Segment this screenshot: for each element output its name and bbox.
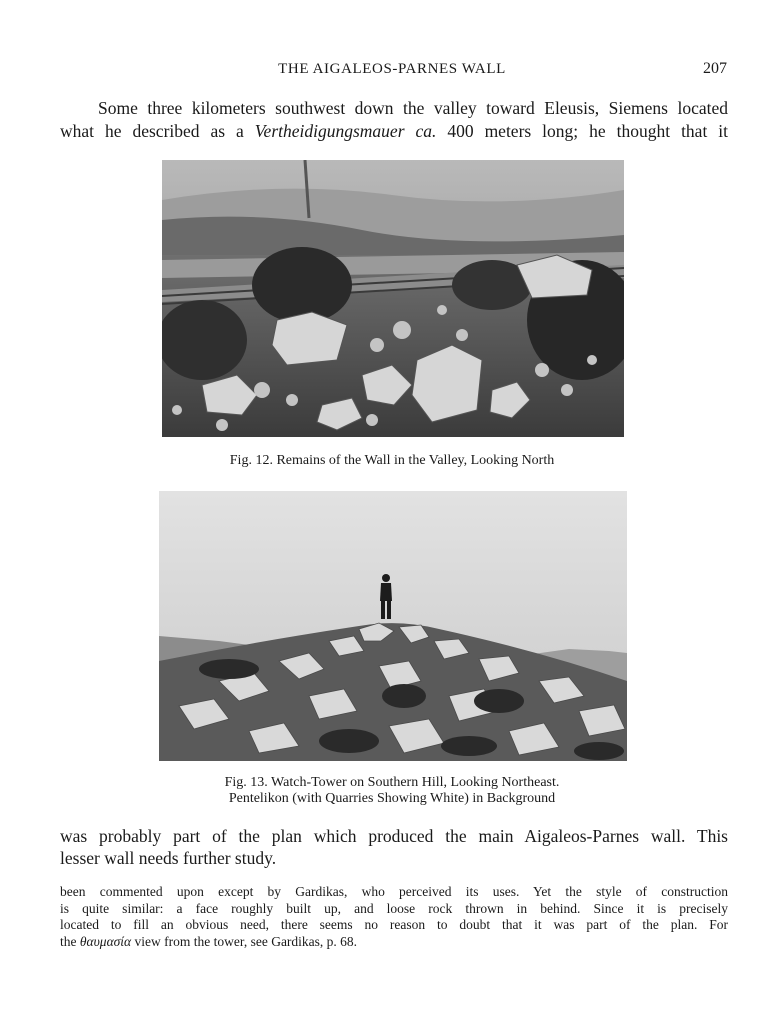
intro-line-2-post: 400 meters long; he thought that it: [436, 121, 729, 141]
footnote-line-1: been commented upon except by Gardikas, who perceived its uses. Yet the style of construction: [60, 884, 728, 899]
footnote-line-4: [60, 934, 728, 951]
figure-12-caption-line: Fig. 12. Remains of the Wall in the Valley, Looking North: [229, 453, 555, 468]
intro-line-2-italic: Vertheidigungsmauer ca.: [254, 121, 437, 141]
running-title: THE AIGALEOS-PARNES WALL: [278, 61, 506, 77]
valley-wall-image: [162, 160, 624, 437]
figure-12-caption: [0, 453, 784, 469]
footnote-line-2: is quite similar: a face roughly built up, and loose rock thrown in behind. Since it is precisely: [60, 900, 728, 916]
figure-13-caption-line-2: Pentelikon (with Quarries Showing White) in Background: [228, 791, 556, 806]
closing-paragraph: [60, 825, 728, 869]
figure-12-photo: [162, 160, 624, 437]
footnote-line-3: located to fill an obvious need, there seems no reason to doubt that it was part of the plan. For: [60, 917, 728, 932]
page-number: 207: [703, 60, 727, 77]
watch-tower-image: [159, 491, 627, 761]
footnote-line-4-pre: the: [60, 933, 80, 949]
closing-line-2: lesser wall needs further study.: [60, 848, 277, 868]
intro-paragraph: [60, 97, 728, 143]
figure-13-photo: [159, 491, 627, 761]
intro-line-2-pre: what he described as a: [60, 121, 255, 141]
intro-line-2: [60, 120, 728, 143]
intro-line-1: Some three kilometers southwest down the valley toward Eleusis, Siemens located: [98, 98, 728, 118]
closing-line-1: was probably part of the plan which produced the main Aigaleos-Parnes wall. This: [60, 826, 728, 846]
page-header: [0, 60, 784, 82]
footnote-greek-word: θαυμασία: [79, 933, 132, 949]
figure-13-caption: [0, 775, 784, 807]
footnote-line-4-post: view from the tower, see Gardikas, p. 68.: [131, 933, 358, 949]
figure-13-caption-line-1: Fig. 13. Watch-Tower on Southern Hill, Looking Northeast.: [224, 775, 560, 790]
footnote: [60, 884, 728, 950]
